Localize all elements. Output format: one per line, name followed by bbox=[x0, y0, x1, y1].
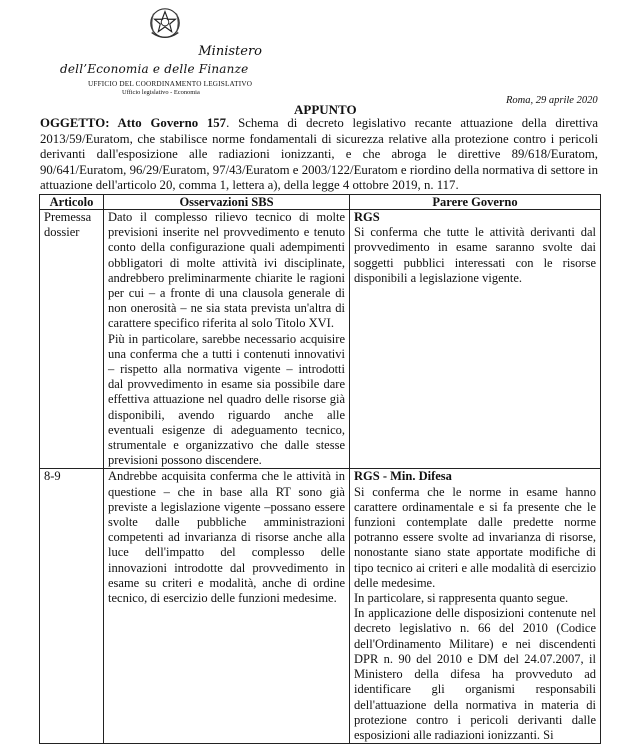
ministry-heading: Ministero bbox=[198, 44, 262, 59]
column-header-article: Articolo bbox=[40, 195, 104, 210]
ministry-name: dell’Economia e delle Finanze bbox=[60, 62, 249, 76]
document-type: APPUNTO bbox=[294, 102, 357, 117]
table-row bbox=[40, 210, 601, 469]
observation-paragraph: Più in particolare, sarebbe necessario acquisire una conferma che a tutti i contenuti innovativi – rispetto alla normativa vigente – introdotti dal provvedimento in esame sia possibile dare effettiva attuazione nel quadro delle risorse già disponibili, avendo riguardo anche alle eventuali esigenze di adeguamento tecnico, strumentale e organizzativo che dalle stesse previsioni possono discendere. bbox=[108, 331, 345, 468]
observation-cell bbox=[104, 469, 350, 744]
article-cell: 8-9 bbox=[40, 469, 104, 744]
suboffice-name: Ufficio legislativo - Economia bbox=[122, 89, 200, 96]
observation-cell bbox=[104, 210, 350, 469]
subject-text: . Schema di decreto legislativo recante attuazione della direttiva 2013/59/Euratom, che stabilisce norme fondamentali di sicurezza relative alla protezione contro i pericoli derivanti dall'esposizione alle radiazioni ionizzanti, e che abroga le direttive 89/618/Euratom, 90/641/Euratom, 96/29/Euratom, 97/43/Euratom e 2003/122/Euratom e riordino della normativa di settore in attuazione dell'articolo 20, comma 1, lettera a), della legge 4 ottobre 2019, n. 117. bbox=[40, 116, 599, 192]
subject-paragraph bbox=[40, 116, 598, 194]
response-paragraph: Si conferma che tutte le attività derivanti dal provvedimento in esame saranno svolte dai soggetti pubblici interessati con le risorse disponibili a legislazione vigente. bbox=[354, 225, 596, 285]
column-header-response: Parere Governo bbox=[350, 195, 601, 210]
observation-paragraph: Dato il complesso rilievo tecnico di molte previsioni inserite nel provvedimento e tenuto conto della configurazione quali adempimenti obbligatori di molte attività ivi disciplinate, andrebbero preliminarmente chiarite le ragioni per cui – a fronte di una clausola generale di non onerosità – ne sia stata prevista un'altra di carattere specifico riferita al solo Titolo XVI. bbox=[108, 210, 345, 331]
article-cell: Premessa dossier bbox=[40, 210, 104, 469]
table-header-row bbox=[40, 195, 601, 210]
response-paragraph: Si conferma che le norme in esame hanno carattere ordinamentale e si fa presente che le funzioni contemplate dalle predette norme potranno essere svolte ad invarianza di risorse, nonostante siano state apportate modifiche di tipo tecnico ai criteri e alle modalità di esercizio delle medesime. bbox=[354, 484, 596, 590]
observation-paragraph: Andrebbe acquisita conferma che le attività in questione – che in base alla RT sono già previste a legislazione vigente –possano essere svolte dalle pubbliche amministrazioni competenti ad invarianza di risorse anche alla luce dell'impatto del complesso delle innovazioni introdotte dal provvedimento in esame su criteri e modalità, anche di ordine tecnico, di esercizio delle funzioni medesime. bbox=[108, 469, 345, 606]
column-header-observations: Osservazioni SBS bbox=[104, 195, 350, 210]
response-title: RGS bbox=[354, 210, 380, 224]
response-paragraph: In applicazione delle disposizioni contenute nel decreto legislativo n. 66 del 2010 (Codice dell'Ordinamento Militare) e nei discendenti DPR n. 90 del 2010 e DM del 24.07.2007, il Ministero della difesa ha provveduto ad identificare gli organismi responsabili dell'attuazione della normativa in materia di protezione contro i pericoli derivanti dalle esposizioni alle radiazioni ionizzanti. Si bbox=[354, 606, 596, 742]
observations-table bbox=[39, 194, 601, 744]
document-date: Roma, 29 aprile 2020 bbox=[506, 95, 598, 106]
response-title: RGS - Min. Difesa bbox=[354, 469, 452, 484]
italian-republic-emblem-icon bbox=[146, 4, 184, 44]
office-name: UFFICIO DEL COORDINAMENTO LEGISLATIVO bbox=[88, 80, 253, 88]
response-cell bbox=[350, 469, 601, 744]
subject-label: OGGETTO: Atto Governo 157 bbox=[40, 116, 227, 130]
response-cell bbox=[350, 210, 601, 469]
table-row bbox=[40, 469, 601, 744]
response-paragraph: In particolare, si rappresenta quanto segue. bbox=[354, 591, 569, 606]
